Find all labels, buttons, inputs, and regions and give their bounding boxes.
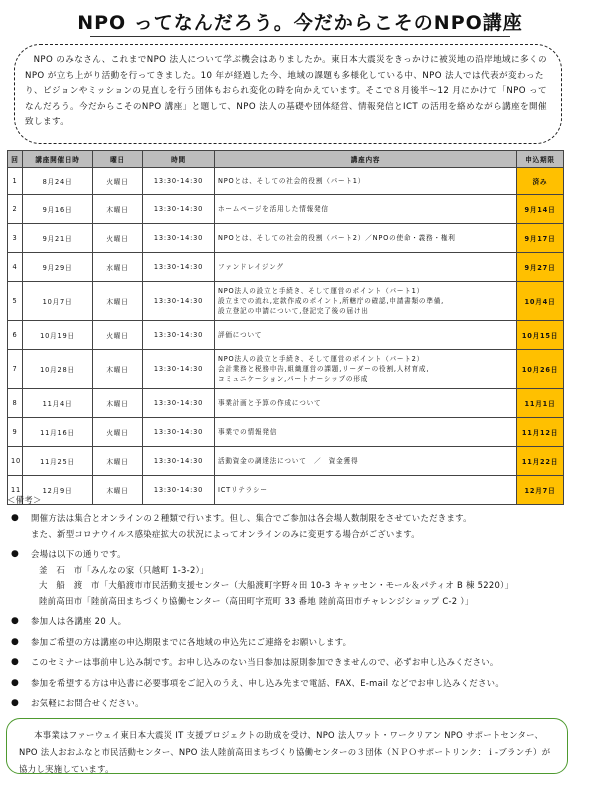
content-line: コミュニケーション,パートナーシップの形成: [218, 375, 369, 383]
cell-deadline: 12月7日: [517, 476, 564, 505]
cell-date: 8月24日: [23, 168, 93, 195]
cell-time: 13:30-14:30: [143, 253, 215, 282]
table-row: [8, 447, 564, 476]
bullet-icon: ●: [11, 616, 20, 626]
cell-day: 火曜日: [93, 321, 143, 350]
bullet-icon: ●: [11, 698, 20, 708]
cell-content: [215, 321, 517, 350]
cell-time: 13:30-14:30: [143, 476, 215, 505]
note-line: 参加ご希望の方は講座の申込期限までに各地域の申込先にご連絡をお願いします。: [31, 636, 352, 647]
content-line: 設立までの流れ,定款作成のポイント,所轄庁の確認,申請書類の準備,: [218, 297, 445, 305]
cell-date: 10月19日: [23, 321, 93, 350]
content-line: NPO法人の設立と手続き、そして運営のポイント（パート1）: [218, 287, 425, 295]
cell-date: 11月25日: [23, 447, 93, 476]
note-line: 大 船 渡 市「大船渡市市民活動支援センター（大船渡町字野々田 10-3 キャッセン・モール＆パティオ B 棟 5220）」: [39, 580, 514, 590]
bullet-icon: ●: [11, 513, 20, 523]
cell-day: 木曜日: [93, 195, 143, 224]
note-line: 釜 石 市「みんなの家（只越町 1-3-2）」: [39, 564, 209, 575]
cell-content: [215, 447, 517, 476]
table-row: [8, 350, 564, 389]
cell-day: 木曜日: [93, 447, 143, 476]
content-line: 活動資金の調達法について ／ 資金獲得: [218, 457, 359, 465]
footer-text: 本事業はファーウェイ東日本大震災 IT 支援プロジェクトの助成を受け、NPO 法人ワット・ワークリアン NPO サポートセンター、NPO 法人おおふなと市民活動センター、NPO 法人陸前高田まちづくり協働センターの３団体（ＮＰＯサポートリンク：ｉ-ブランチ）が協力し実施しています。: [19, 730, 551, 774]
content-line: 事業計画と予算の作成について: [218, 399, 322, 407]
note-item: [7, 676, 567, 692]
content-line: ホームページを活用した情報発信: [218, 205, 329, 213]
cell-deadline: 11月12日: [517, 418, 564, 447]
cell-time: 13:30-14:30: [143, 321, 215, 350]
col-header-content: 講座内容: [215, 151, 517, 168]
cell-day: 木曜日: [93, 350, 143, 389]
cell-day: 木曜日: [93, 389, 143, 418]
cell-time: 13:30-14:30: [143, 168, 215, 195]
cell-time: 13:30-14:30: [143, 418, 215, 447]
content-line: 評価について: [218, 331, 263, 339]
cell-day: 火曜日: [93, 224, 143, 253]
cell-day: 木曜日: [93, 476, 143, 505]
cell-time: 13:30-14:30: [143, 224, 215, 253]
table-header-row: [8, 151, 564, 168]
cell-date: 11月16日: [23, 418, 93, 447]
content-line: 設立登記の申請について,登記完了後の届け出: [218, 307, 369, 315]
note-item: [7, 655, 567, 671]
note-item: [7, 635, 567, 651]
table-row: [8, 282, 564, 321]
table-row: [8, 418, 564, 447]
content-line: 会計業務と税務申告,組織運営の課題,リーダーの役割,人材育成,: [218, 365, 430, 373]
col-header-day: 曜日: [93, 151, 143, 168]
table-row: [8, 168, 564, 195]
intro-text: NPO のみなさん、これまでNPO 法人について学ぶ機会はありましたか。東日本大震災をきっかけに被災地の沿岸地域に多くのNPO が立ち上がり活動を行ってきました。10 年が経過した今、地域の課題も多様化している中、NPO 法人では代表が変わったり、ビジョンやミッションの見直しを行う団体もおられ変化の時を向かえています。そこで８月後半～12 月にかけて「NPO ってなんだろう。今だからこそのNPO 講座」と題して、NPO 法人の基礎や団体経営、情報発信とICT の活用を絡めながら講座を開催致します。: [25, 55, 548, 127]
cell-date: 10月28日: [23, 350, 93, 389]
cell-time: 13:30-14:30: [143, 282, 215, 321]
cell-day: 水曜日: [93, 253, 143, 282]
cell-date: 9月21日: [23, 224, 93, 253]
note-line: 参加を希望する方は申込書に必要事項をご記入のうえ、申し込み先まで電話、FAX、E-mail などでお申し込みください。: [31, 677, 505, 688]
cell-content: [215, 282, 517, 321]
cell-deadline: 10月4日: [517, 282, 564, 321]
content-line: 事業での情報発信: [218, 428, 278, 436]
cell-content: [215, 253, 517, 282]
cell-deadline: 11月22日: [517, 447, 564, 476]
cell-no: 7: [8, 350, 23, 389]
cell-deadline: 9月27日: [517, 253, 564, 282]
cell-date: 9月16日: [23, 195, 93, 224]
cell-no: 9: [8, 418, 23, 447]
cell-content: [215, 195, 517, 224]
cell-no: 4: [8, 253, 23, 282]
bullet-icon: ●: [11, 657, 20, 667]
cell-content: [215, 350, 517, 389]
cell-time: 13:30-14:30: [143, 389, 215, 418]
content-line: NPO法人の設立と手続き、そして運営のポイント（パート2）: [218, 355, 425, 363]
bullet-icon: ●: [11, 549, 20, 559]
note-line: お気軽にお問合せください。: [31, 698, 144, 708]
bullet-icon: ●: [11, 636, 20, 647]
cell-deadline: 9月17日: [517, 224, 564, 253]
cell-date: 10月7日: [23, 282, 93, 321]
cell-deadline: 済み: [517, 168, 564, 195]
cell-no: 5: [8, 282, 23, 321]
content-line: NPOとは、そしての社会的役割（パート2）／NPOの使命・義務・権利: [218, 234, 456, 242]
bullet-icon: ●: [11, 677, 20, 688]
table-row: [8, 321, 564, 350]
note-line: 開催方法は集合とオンラインの２種類で行います。但し、集合でご参加は各会場人数制限をさせていただきます。: [31, 513, 472, 523]
cell-content: [215, 224, 517, 253]
cell-day: 木曜日: [93, 282, 143, 321]
cell-no: 3: [8, 224, 23, 253]
col-header-time: 時間: [143, 151, 215, 168]
cell-time: 13:30-14:30: [143, 195, 215, 224]
cell-date: 12月9日: [23, 476, 93, 505]
table-row: [8, 224, 564, 253]
note-line: 陸前高田市「陸前高田まちづくり協働センター（高田町字荒町 33 番地 陸前高田市チャレンジショップ C-2 ）」: [39, 595, 474, 606]
intro-box: [14, 44, 562, 144]
cell-no: 1: [8, 168, 23, 195]
col-header-no: 回: [8, 151, 23, 168]
note-line: 参加人は各講座 20 人。: [31, 616, 127, 626]
col-header-date: 講座開催日時: [23, 151, 93, 168]
cell-deadline: 10月26日: [517, 350, 564, 389]
cell-deadline: 10月15日: [517, 321, 564, 350]
table-row: [8, 253, 564, 282]
cell-time: 13:30-14:30: [143, 447, 215, 476]
notes-heading: ＜備考＞: [7, 495, 42, 505]
page-title: NPO ってなんだろう。今だからこそのNPO講座: [77, 12, 523, 34]
note-item: [7, 696, 567, 712]
note-item: [7, 614, 567, 630]
title-underline: [90, 36, 510, 37]
content-line: NPOとは、そしての社会的役割（パート1）: [218, 177, 366, 185]
note-line: また、新型コロナウイルス感染症拡大の状況によってオンラインのみに変更する場合がございます。: [31, 528, 420, 539]
table-row: [8, 389, 564, 418]
note-item: [7, 547, 567, 609]
schedule-table: [7, 150, 564, 505]
cell-day: 火曜日: [93, 418, 143, 447]
cell-day: 火曜日: [93, 168, 143, 195]
cell-date: 11月4日: [23, 389, 93, 418]
col-header-deadline: 申込期限: [517, 151, 564, 168]
cell-date: 9月29日: [23, 253, 93, 282]
cell-deadline: 9月14日: [517, 195, 564, 224]
cell-time: 13:30-14:30: [143, 350, 215, 389]
notes-list: [7, 511, 567, 712]
content-line: ファンドレイジング: [218, 263, 284, 271]
cell-no: 2: [8, 195, 23, 224]
cell-no: 10: [8, 447, 23, 476]
content-line: ICTリテラシー: [218, 486, 268, 494]
cell-no: 11: [8, 476, 23, 505]
cell-content: [215, 168, 517, 195]
note-line: このセミナーは事前申し込み制です。お申し込みのない当日参加は原則参加できませんので、必ずお申し込みください。: [31, 657, 499, 667]
note-line: 会場は以下の通りです。: [31, 549, 126, 559]
cell-content: [215, 418, 517, 447]
footer-box: [6, 718, 568, 774]
cell-no: 6: [8, 321, 23, 350]
table-row: [8, 195, 564, 224]
note-item: [7, 511, 567, 542]
cell-deadline: 11月1日: [517, 389, 564, 418]
cell-no: 8: [8, 389, 23, 418]
notes-section: [7, 494, 567, 717]
cell-content: [215, 389, 517, 418]
